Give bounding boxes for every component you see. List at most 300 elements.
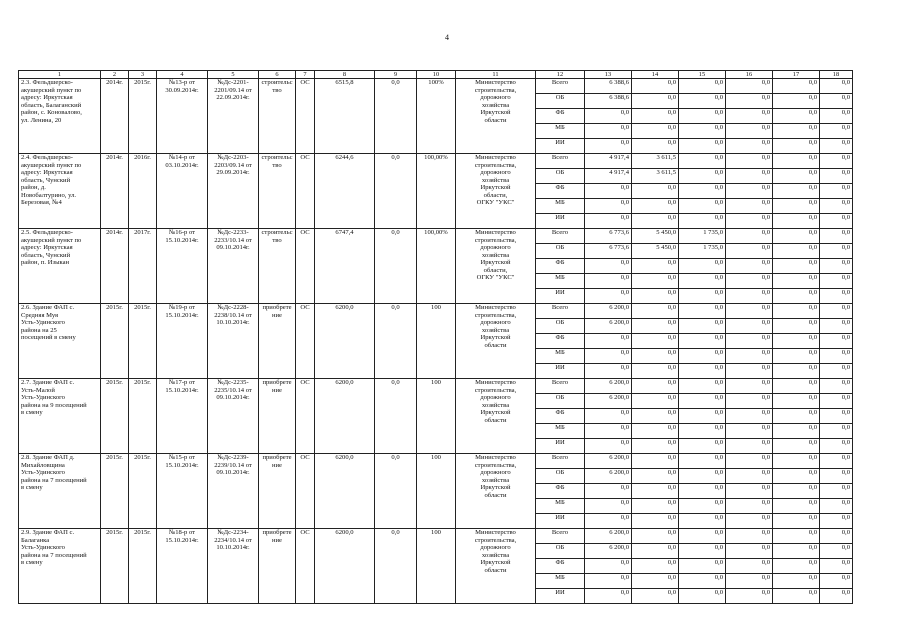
fund-value-cell: 0,0 <box>585 334 632 349</box>
text-line: Усть-Удинского <box>21 319 65 327</box>
fund-value-cell: 0,0 <box>773 139 820 154</box>
text-line: акушерский пункт по <box>21 161 82 169</box>
text-line: 2233/10.14 от <box>214 236 252 244</box>
os-cell: ОС <box>296 529 315 604</box>
text-line: области <box>484 566 507 574</box>
agency-cell <box>456 529 536 604</box>
fund-value-cell: 0,0 <box>820 589 853 604</box>
value-cell: 0,0 <box>375 154 417 229</box>
end-year-cell: 2016г. <box>129 154 157 229</box>
text-line: строительс <box>261 154 293 161</box>
percent-cell: 100,00% <box>417 229 456 304</box>
column-number: 14 <box>632 71 679 79</box>
column-number: 18 <box>820 71 853 79</box>
fund-value-cell: 0,0 <box>585 589 632 604</box>
text-line: №17-р от <box>168 379 196 386</box>
fund-value-cell: 4 917,4 <box>585 169 632 184</box>
fund-value-cell: 4 917,4 <box>585 154 632 169</box>
fund-value-cell: 0,0 <box>632 109 679 124</box>
fund-value-cell: 0,0 <box>820 379 853 394</box>
fund-label-cell: ФБ <box>536 109 585 124</box>
contract-cell <box>208 79 259 154</box>
column-number: 10 <box>417 71 456 79</box>
text-line: акушерский пункт по <box>21 86 82 94</box>
fund-value-cell: 6 773,6 <box>585 244 632 259</box>
fund-value-cell: 6 200,0 <box>585 469 632 484</box>
text-line: Иркутской <box>480 334 511 342</box>
fund-label-cell: ИИ <box>536 289 585 304</box>
start-year-cell: 2015г. <box>101 304 129 379</box>
text-line: строительства, <box>474 311 517 319</box>
fund-label-cell: ОБ <box>536 394 585 409</box>
fund-label-cell: МБ <box>536 574 585 589</box>
fund-value-cell: 0,0 <box>773 544 820 559</box>
os-cell: ОС <box>296 304 315 379</box>
object-name-cell <box>19 379 101 454</box>
text-line: хозяйства <box>481 476 510 484</box>
text-line: №19-р от <box>168 304 196 311</box>
text-line: 15.10.2014г. <box>165 311 199 319</box>
text-line: области <box>484 416 507 424</box>
end-year-cell: 2017г. <box>129 229 157 304</box>
fund-value-cell: 0,0 <box>820 484 853 499</box>
start-year-cell: 2014г. <box>101 154 129 229</box>
text-line: область, Чунский <box>21 176 71 184</box>
fund-value-cell: 0,0 <box>773 109 820 124</box>
cost-cell: 6515,8 <box>315 79 375 154</box>
fund-value-cell: 0,0 <box>679 544 726 559</box>
fund-label-cell: ИИ <box>536 589 585 604</box>
fund-value-cell: 0,0 <box>585 109 632 124</box>
fund-value-cell: 0,0 <box>632 94 679 109</box>
fund-value-cell: 5 450,0 <box>632 244 679 259</box>
fund-value-cell: 0,0 <box>585 514 632 529</box>
text-line: хозяйства <box>481 326 510 334</box>
start-year-cell: 2015г. <box>101 454 129 529</box>
text-line: область, Чунский <box>21 251 71 259</box>
fund-value-cell: 0,0 <box>820 169 853 184</box>
text-line: 2.8. Здание ФАП д. <box>21 454 75 461</box>
fund-value-cell: 0,0 <box>820 364 853 379</box>
text-line: Министерство <box>475 229 516 236</box>
fund-value-cell: 0,0 <box>585 199 632 214</box>
fund-value-cell: 0,0 <box>585 409 632 424</box>
text-line: дорожного <box>480 94 511 102</box>
text-line: 09.10.2014г. <box>216 244 250 252</box>
value-cell: 0,0 <box>375 529 417 604</box>
value-cell: 0,0 <box>375 79 417 154</box>
text-line: в смену <box>21 409 43 417</box>
fund-value-cell: 0,0 <box>726 199 773 214</box>
fund-value-cell: 0,0 <box>632 259 679 274</box>
fund-value-cell: 0,0 <box>773 484 820 499</box>
text-line: 22.09.2014г. <box>216 94 250 102</box>
fund-value-cell: 0,0 <box>679 199 726 214</box>
text-line: в смену <box>21 484 43 492</box>
percent-cell: 100 <box>417 454 456 529</box>
fund-value-cell: 0,0 <box>726 79 773 94</box>
fund-label-cell: ОБ <box>536 469 585 484</box>
fund-value-cell: 0,0 <box>820 109 853 124</box>
fund-value-cell: 0,0 <box>773 499 820 514</box>
column-number: 8 <box>315 71 375 79</box>
fund-value-cell: 0,0 <box>585 424 632 439</box>
fund-label-cell: ОБ <box>536 94 585 109</box>
cost-cell: 6200,0 <box>315 529 375 604</box>
table-row <box>19 79 853 94</box>
object-name-cell <box>19 154 101 229</box>
fund-value-cell: 0,0 <box>773 454 820 469</box>
order-cell <box>157 454 208 529</box>
fund-label-cell: Всего <box>536 304 585 319</box>
fund-value-cell: 0,0 <box>679 469 726 484</box>
order-cell <box>157 229 208 304</box>
fund-value-cell: 0,0 <box>820 124 853 139</box>
fund-value-cell: 0,0 <box>679 259 726 274</box>
fund-value-cell: 5 450,0 <box>632 229 679 244</box>
object-name-cell <box>19 454 101 529</box>
fund-value-cell: 0,0 <box>632 499 679 514</box>
fund-value-cell: 0,0 <box>726 439 773 454</box>
fund-label-cell: ИИ <box>536 439 585 454</box>
text-line: 2235/10.14 от <box>214 386 252 394</box>
text-line: №13-р от <box>168 79 196 86</box>
fund-value-cell: 0,0 <box>726 529 773 544</box>
fund-value-cell: 0,0 <box>820 139 853 154</box>
fund-value-cell: 0,0 <box>632 349 679 364</box>
fund-value-cell: 0,0 <box>726 259 773 274</box>
fund-value-cell: 0,0 <box>773 169 820 184</box>
end-year-cell: 2015г. <box>129 304 157 379</box>
text-line: ОГКУ "УКС" <box>476 199 515 207</box>
text-line: 09.10.2014г. <box>216 394 250 402</box>
fund-value-cell: 0,0 <box>726 229 773 244</box>
fund-value-cell: 0,0 <box>820 79 853 94</box>
cost-cell: 6244,6 <box>315 154 375 229</box>
text-line: Усть-Удинского <box>21 394 65 402</box>
fund-value-cell: 6 200,0 <box>585 304 632 319</box>
object-name-cell <box>19 304 101 379</box>
fund-label-cell: ОБ <box>536 244 585 259</box>
order-cell <box>157 154 208 229</box>
column-number: 5 <box>208 71 259 79</box>
work-type-cell <box>259 229 296 304</box>
text-line: хозяйства <box>481 551 510 559</box>
fund-value-cell: 0,0 <box>679 484 726 499</box>
fund-value-cell: 0,0 <box>773 424 820 439</box>
text-line: Иркутской <box>480 484 511 492</box>
text-line: №Дс-2233- <box>217 229 249 236</box>
fund-value-cell: 0,0 <box>632 589 679 604</box>
order-cell <box>157 304 208 379</box>
table-row <box>19 379 853 394</box>
text-line: 15.10.2014г. <box>165 386 199 394</box>
object-name-cell <box>19 529 101 604</box>
fund-value-cell: 0,0 <box>632 529 679 544</box>
text-line: области <box>484 116 507 124</box>
text-line: Министерство <box>475 529 516 536</box>
table-row <box>19 304 853 319</box>
text-line: Усть-Удинского <box>21 544 65 552</box>
text-line: области <box>484 341 507 349</box>
fund-value-cell: 0,0 <box>773 559 820 574</box>
start-year-cell: 2015г. <box>101 379 129 454</box>
fund-value-cell: 0,0 <box>726 499 773 514</box>
text-line: строительства, <box>474 86 517 94</box>
fund-value-cell: 0,0 <box>679 409 726 424</box>
text-line: акушерский пункт по <box>21 236 82 244</box>
fund-value-cell: 0,0 <box>679 559 726 574</box>
fund-value-cell: 0,0 <box>679 514 726 529</box>
fund-value-cell: 0,0 <box>679 79 726 94</box>
text-line: приобрете <box>262 529 292 536</box>
order-cell <box>157 79 208 154</box>
end-year-cell: 2015г. <box>129 529 157 604</box>
text-line: ние <box>272 461 282 469</box>
value-cell: 0,0 <box>375 304 417 379</box>
fund-value-cell: 0,0 <box>820 574 853 589</box>
fund-value-cell: 0,0 <box>726 319 773 334</box>
text-line: Иркутской <box>480 109 511 117</box>
text-line: №Дс-2235- <box>217 379 249 386</box>
fund-value-cell: 0,0 <box>820 94 853 109</box>
fund-value-cell: 3 611,5 <box>632 154 679 169</box>
fund-label-cell: Всего <box>536 229 585 244</box>
fund-value-cell: 0,0 <box>726 454 773 469</box>
text-line: 09.10.2014г. <box>216 469 250 477</box>
fund-value-cell: 0,0 <box>726 244 773 259</box>
fund-value-cell: 0,0 <box>773 124 820 139</box>
agency-cell <box>456 454 536 529</box>
fund-value-cell: 0,0 <box>679 139 726 154</box>
fund-label-cell: ОБ <box>536 169 585 184</box>
text-line: дорожного <box>480 319 511 327</box>
fund-value-cell: 0,0 <box>632 214 679 229</box>
object-name-cell <box>19 229 101 304</box>
contract-cell <box>208 379 259 454</box>
fund-value-cell: 0,0 <box>773 259 820 274</box>
contract-cell <box>208 304 259 379</box>
investment-table <box>18 70 853 604</box>
fund-value-cell: 0,0 <box>726 424 773 439</box>
percent-cell: 100,00% <box>417 154 456 229</box>
cost-cell: 6200,0 <box>315 379 375 454</box>
fund-value-cell: 0,0 <box>632 289 679 304</box>
fund-value-cell: 0,0 <box>726 514 773 529</box>
fund-value-cell: 0,0 <box>726 379 773 394</box>
fund-label-cell: ИИ <box>536 139 585 154</box>
text-line: района на 25 <box>21 326 57 334</box>
fund-label-cell: ОБ <box>536 319 585 334</box>
fund-value-cell: 0,0 <box>820 499 853 514</box>
fund-value-cell: 0,0 <box>632 559 679 574</box>
fund-value-cell: 6 200,0 <box>585 454 632 469</box>
fund-value-cell: 0,0 <box>773 214 820 229</box>
fund-value-cell: 0,0 <box>585 439 632 454</box>
fund-value-cell: 6 388,6 <box>585 94 632 109</box>
fund-value-cell: 0,0 <box>726 469 773 484</box>
fund-value-cell: 6 773,6 <box>585 229 632 244</box>
text-line: №Дс-2201- <box>217 79 249 86</box>
fund-value-cell: 0,0 <box>679 304 726 319</box>
text-line: посещений в смену <box>21 334 76 342</box>
text-line: 10.10.2014г. <box>216 544 250 552</box>
fund-value-cell: 0,0 <box>820 319 853 334</box>
fund-value-cell: 0,0 <box>585 214 632 229</box>
text-line: строительства, <box>474 386 517 394</box>
text-line: дорожного <box>480 244 511 252</box>
fund-value-cell: 0,0 <box>679 529 726 544</box>
fund-label-cell: Всего <box>536 379 585 394</box>
text-line: приобрете <box>262 454 292 461</box>
fund-value-cell: 0,0 <box>632 79 679 94</box>
os-cell: ОС <box>296 454 315 529</box>
fund-value-cell: 0,0 <box>679 274 726 289</box>
text-line: адресу: Иркутская <box>21 94 73 102</box>
fund-value-cell: 0,0 <box>632 544 679 559</box>
fund-value-cell: 0,0 <box>679 319 726 334</box>
text-line: строительства, <box>474 536 517 544</box>
end-year-cell: 2015г. <box>129 79 157 154</box>
text-line: 29.09.2014г. <box>216 169 250 177</box>
fund-value-cell: 0,0 <box>820 559 853 574</box>
fund-value-cell: 0,0 <box>726 409 773 424</box>
start-year-cell: 2014г. <box>101 229 129 304</box>
order-cell <box>157 529 208 604</box>
contract-cell <box>208 154 259 229</box>
fund-value-cell: 6 200,0 <box>585 319 632 334</box>
fund-value-cell: 0,0 <box>773 439 820 454</box>
text-line: Министерство <box>475 304 516 311</box>
text-line: 15.10.2014г. <box>165 461 199 469</box>
fund-value-cell: 0,0 <box>726 334 773 349</box>
fund-value-cell: 0,0 <box>773 319 820 334</box>
fund-label-cell: ФБ <box>536 559 585 574</box>
fund-value-cell: 6 388,6 <box>585 79 632 94</box>
end-year-cell: 2015г. <box>129 454 157 529</box>
column-number: 3 <box>129 71 157 79</box>
text-line: 03.10.2014г. <box>165 161 199 169</box>
fund-value-cell: 0,0 <box>773 334 820 349</box>
fund-label-cell: Всего <box>536 529 585 544</box>
text-line: Иркутской <box>480 409 511 417</box>
agency-cell <box>456 229 536 304</box>
fund-value-cell: 0,0 <box>820 544 853 559</box>
table-row <box>19 154 853 169</box>
fund-value-cell: 0,0 <box>679 364 726 379</box>
fund-value-cell: 0,0 <box>773 514 820 529</box>
text-line: Министерство <box>475 454 516 461</box>
column-number: 7 <box>296 71 315 79</box>
value-cell: 0,0 <box>375 229 417 304</box>
fund-value-cell: 0,0 <box>773 199 820 214</box>
column-number: 13 <box>585 71 632 79</box>
fund-value-cell: 0,0 <box>679 394 726 409</box>
fund-value-cell: 0,0 <box>773 394 820 409</box>
text-line: Новобалтурино, ул. <box>21 191 77 199</box>
text-line: №16-р от <box>168 229 196 236</box>
text-line: 2.4. Фельдшерско- <box>21 154 73 161</box>
fund-value-cell: 0,0 <box>820 334 853 349</box>
fund-label-cell: МБ <box>536 199 585 214</box>
work-type-cell <box>259 379 296 454</box>
text-line: хозяйства <box>481 101 510 109</box>
fund-value-cell: 0,0 <box>820 304 853 319</box>
fund-value-cell: 0,0 <box>726 289 773 304</box>
fund-value-cell: 0,0 <box>632 454 679 469</box>
fund-value-cell: 0,0 <box>632 484 679 499</box>
fund-value-cell: 0,0 <box>679 424 726 439</box>
text-line: район, д. <box>21 184 46 192</box>
fund-value-cell: 0,0 <box>820 259 853 274</box>
text-line: строительс <box>261 229 293 236</box>
fund-value-cell: 0,0 <box>632 469 679 484</box>
fund-label-cell: Всего <box>536 454 585 469</box>
text-line: ние <box>272 386 282 394</box>
fund-value-cell: 0,0 <box>773 274 820 289</box>
fund-label-cell: ФБ <box>536 334 585 349</box>
text-line: Балаганка <box>21 536 50 544</box>
percent-cell: 100 <box>417 379 456 454</box>
text-line: Усть-Удинского <box>21 469 65 477</box>
fund-value-cell: 0,0 <box>632 184 679 199</box>
fund-label-cell: МБ <box>536 499 585 514</box>
fund-value-cell: 0,0 <box>773 379 820 394</box>
work-type-cell <box>259 79 296 154</box>
fund-value-cell: 0,0 <box>585 139 632 154</box>
work-type-cell <box>259 454 296 529</box>
fund-value-cell: 0,0 <box>820 439 853 454</box>
page-number: 4 <box>445 33 449 42</box>
fund-value-cell: 0,0 <box>679 454 726 469</box>
text-line: 2.9. Здание ФАП с. <box>21 529 75 536</box>
text-line: 15.10.2014г. <box>165 536 199 544</box>
text-line: район, п. Изыкан <box>21 259 70 267</box>
fund-value-cell: 0,0 <box>679 124 726 139</box>
fund-value-cell: 0,0 <box>632 199 679 214</box>
fund-value-cell: 0,0 <box>820 229 853 244</box>
fund-value-cell: 0,0 <box>679 154 726 169</box>
fund-value-cell: 0,0 <box>773 469 820 484</box>
text-line: 2238/10.14 от <box>214 311 252 319</box>
fund-value-cell: 0,0 <box>820 349 853 364</box>
fund-value-cell: 0,0 <box>726 559 773 574</box>
text-line: 2.6. Здание ФАП с. <box>21 304 75 311</box>
text-line: хозяйства <box>481 251 510 259</box>
text-line: дорожного <box>480 169 511 177</box>
text-line: №15-р от <box>168 454 196 461</box>
fund-value-cell: 0,0 <box>773 244 820 259</box>
fund-value-cell: 0,0 <box>773 409 820 424</box>
text-line: 30.09.2014г. <box>165 86 199 94</box>
fund-value-cell: 0,0 <box>632 394 679 409</box>
text-line: хозяйства <box>481 176 510 184</box>
text-line: 2.5. Фельдшерско- <box>21 229 73 236</box>
fund-value-cell: 0,0 <box>679 94 726 109</box>
fund-value-cell: 0,0 <box>585 259 632 274</box>
end-year-cell: 2015г. <box>129 379 157 454</box>
text-line: №Дс-2228- <box>217 304 249 311</box>
fund-value-cell: 0,0 <box>820 394 853 409</box>
fund-value-cell: 0,0 <box>679 439 726 454</box>
object-name-cell <box>19 79 101 154</box>
fund-value-cell: 0,0 <box>726 394 773 409</box>
fund-value-cell: 0,0 <box>632 439 679 454</box>
fund-value-cell: 0,0 <box>726 304 773 319</box>
text-line: Усть-Малой <box>21 386 55 394</box>
fund-value-cell: 0,0 <box>820 154 853 169</box>
fund-value-cell: 0,0 <box>679 379 726 394</box>
